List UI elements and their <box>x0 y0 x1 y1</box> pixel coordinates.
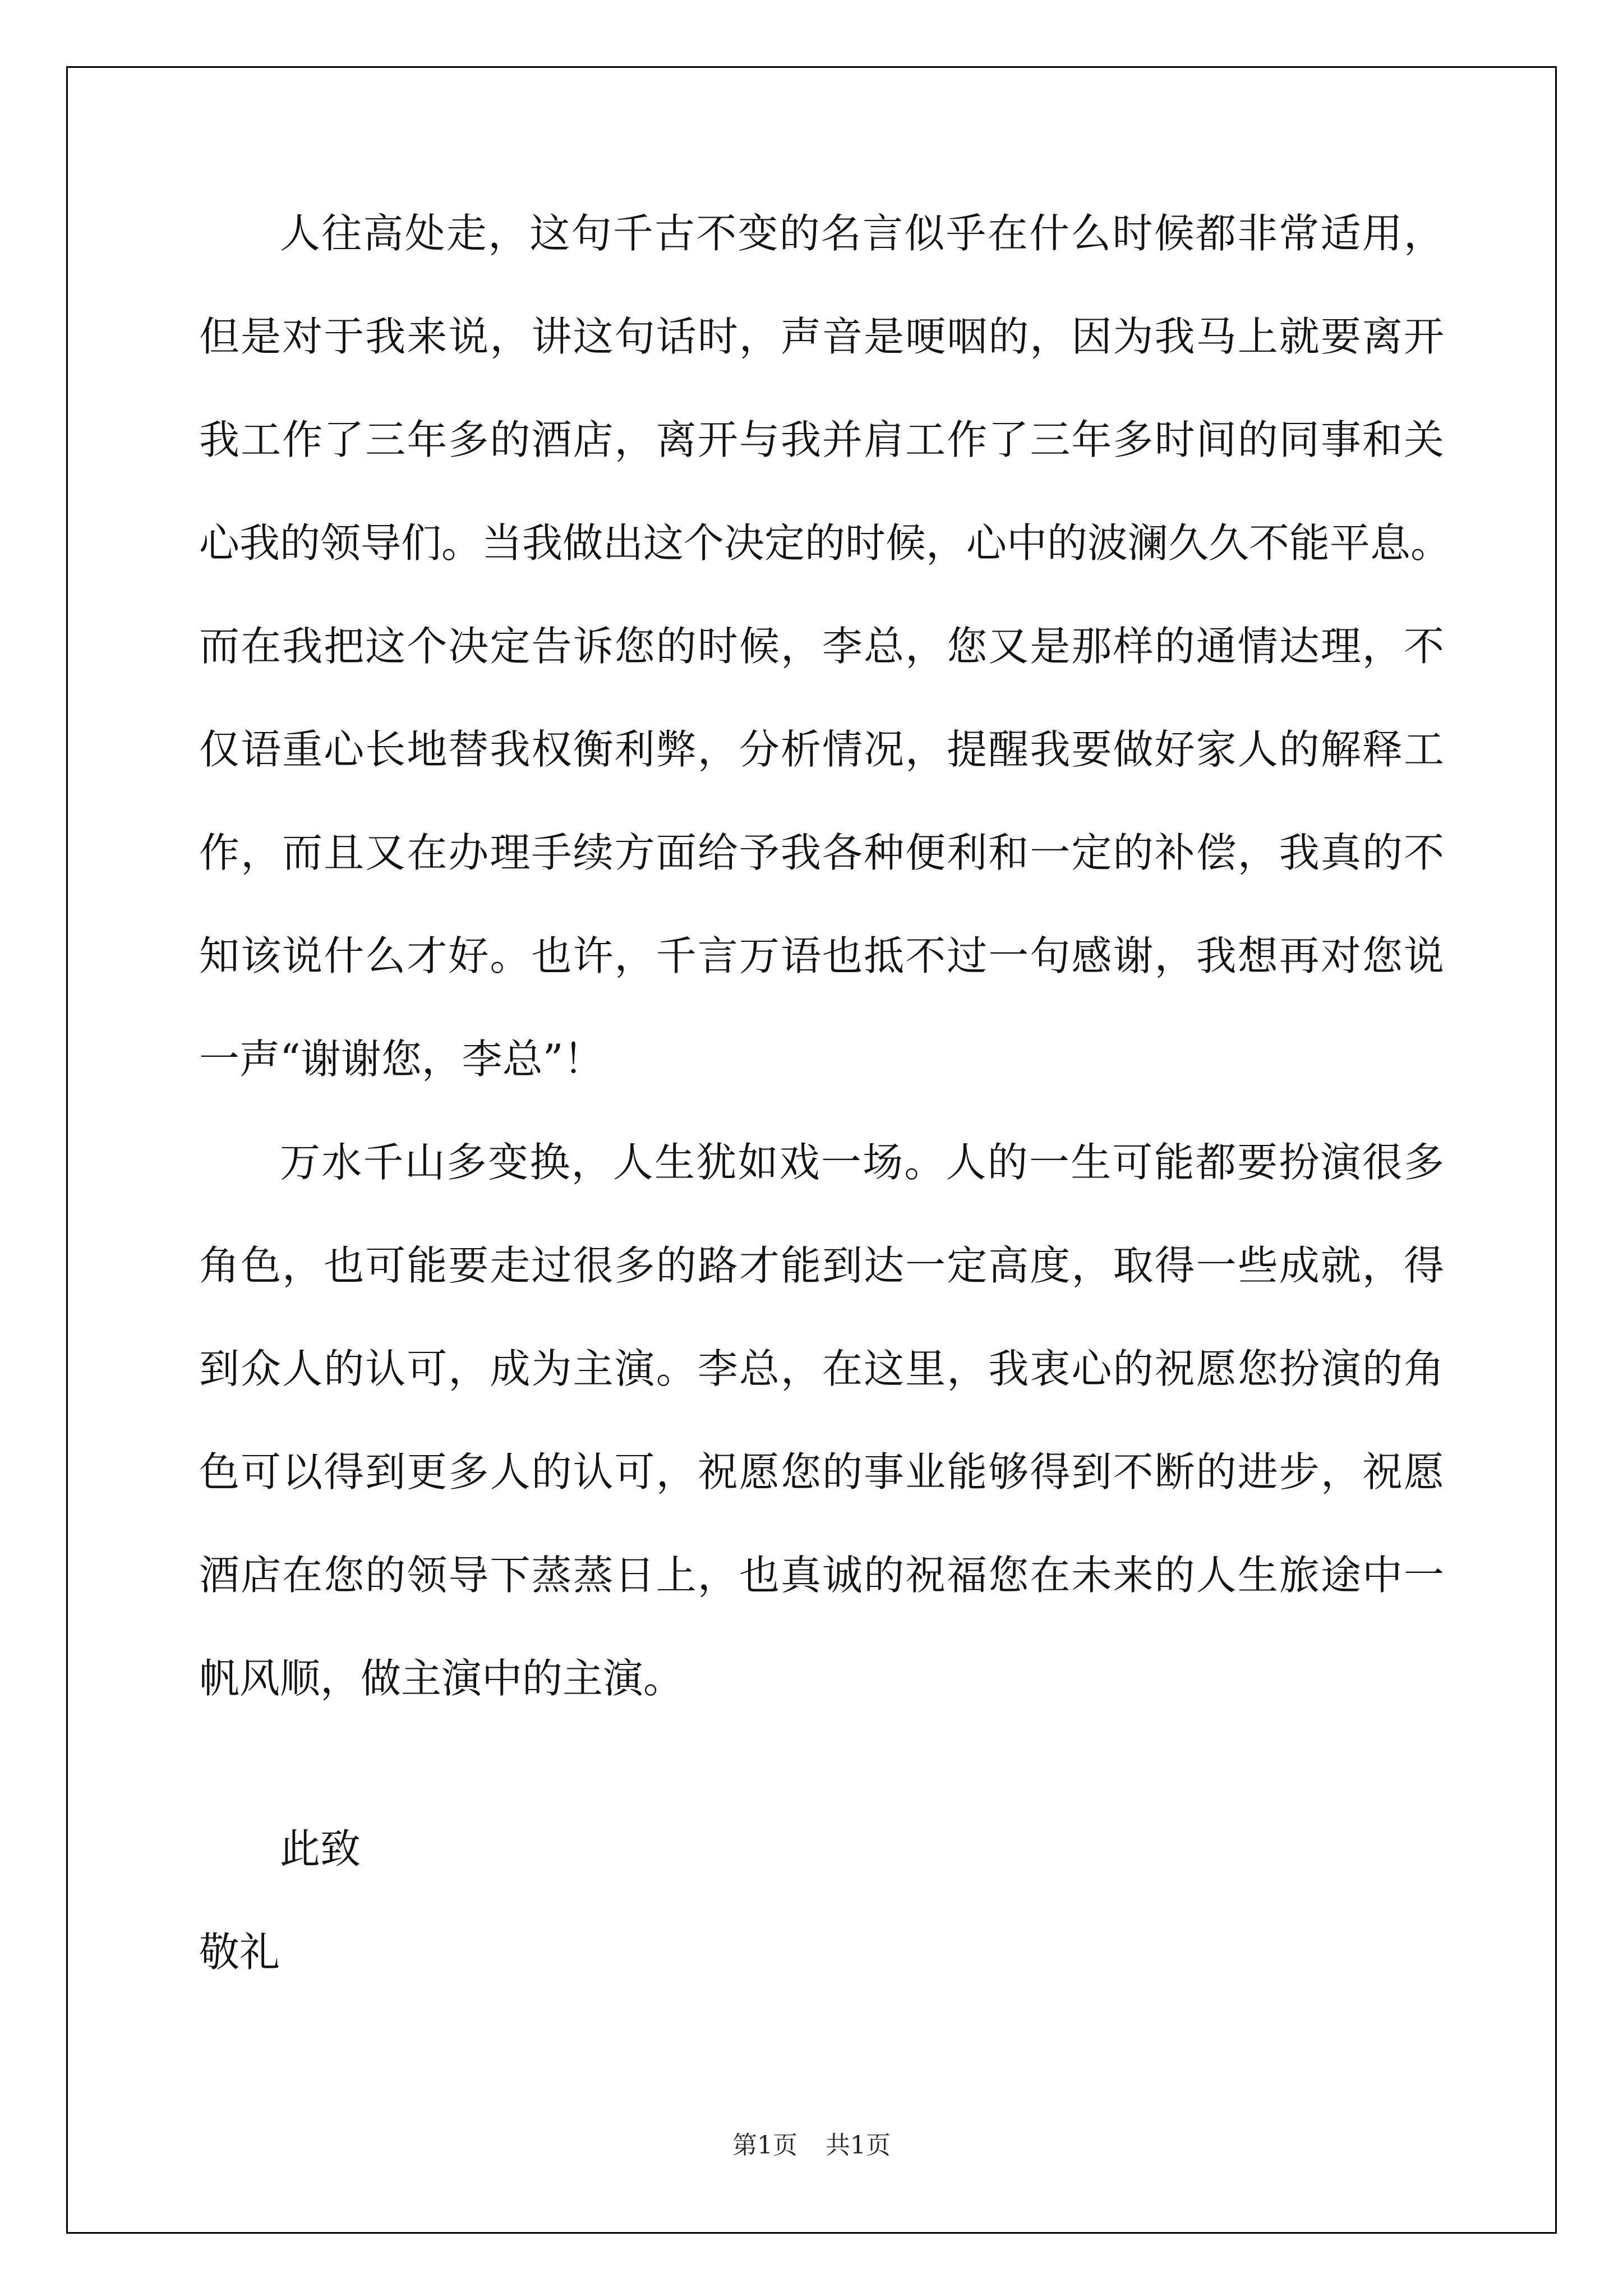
closing-salutation: 此致 <box>280 1825 361 1872</box>
paragraph-1 <box>199 210 1451 1142</box>
paragraph-line: 一声“谢谢您，李总”！ <box>199 1036 604 1083</box>
paragraph-line: 我工作了三年多的酒店，离开与我并肩工作了三年多时间的同事和关 <box>199 416 1444 463</box>
page-number: 第1页 <box>732 2131 797 2160</box>
paragraph-line: 帆风顺，做主演中的主演。 <box>199 1655 684 1702</box>
paragraph-2 <box>199 1139 1444 1761</box>
paragraph-line: 心我的领导们。当我做出这个决定的时候，心中的波澜久久不能平息。 <box>199 519 1451 567</box>
paragraph-line: 人往高处走，这句千古不变的名言似乎在什么时候都非常适用， <box>280 210 1444 257</box>
paragraph-line: 仅语重心长地替我权衡利弊，分析情况，提醒我要做好家人的解释工 <box>199 726 1444 773</box>
letter-body <box>199 210 1451 1761</box>
paragraph-line: 作，而且又在办理手续方面给予我各种便利和一定的补偿，我真的不 <box>199 829 1444 876</box>
paragraph-line: 到众人的认可，成为主演。李总，在这里，我衷心的祝愿您扮演的角 <box>199 1345 1444 1392</box>
paragraph-line: 色可以得到更多人的认可，祝愿您的事业能够得到不断的进步，祝愿 <box>199 1448 1444 1496</box>
paragraph-line: 知该说什么才好。也许，千言万语也抵不过一句感谢，我想再对您说 <box>199 932 1444 979</box>
paragraph-line: 万水千山多变换，人生犹如戏一场。人的一生可能都要扮演很多 <box>280 1139 1444 1186</box>
paragraph-line: 酒店在您的领导下蒸蒸日上，也真诚的祝福您在未来的人生旅途中一 <box>199 1552 1444 1599</box>
paragraph-line: 而在我把这个决定告诉您的时候，李总，您又是那样的通情达理，不 <box>199 623 1444 670</box>
closing-regards: 敬礼 <box>199 1929 280 1976</box>
page-footer <box>0 2132 1623 2160</box>
page-total: 共1页 <box>826 2131 891 2160</box>
paragraph-line: 角色，也可能要走过很多的路才能到达一定高度，取得一些成就，得 <box>199 1242 1444 1289</box>
paragraph-line: 但是对于我来说，讲这句话时，声音是哽咽的，因为我马上就要离开 <box>199 313 1444 360</box>
